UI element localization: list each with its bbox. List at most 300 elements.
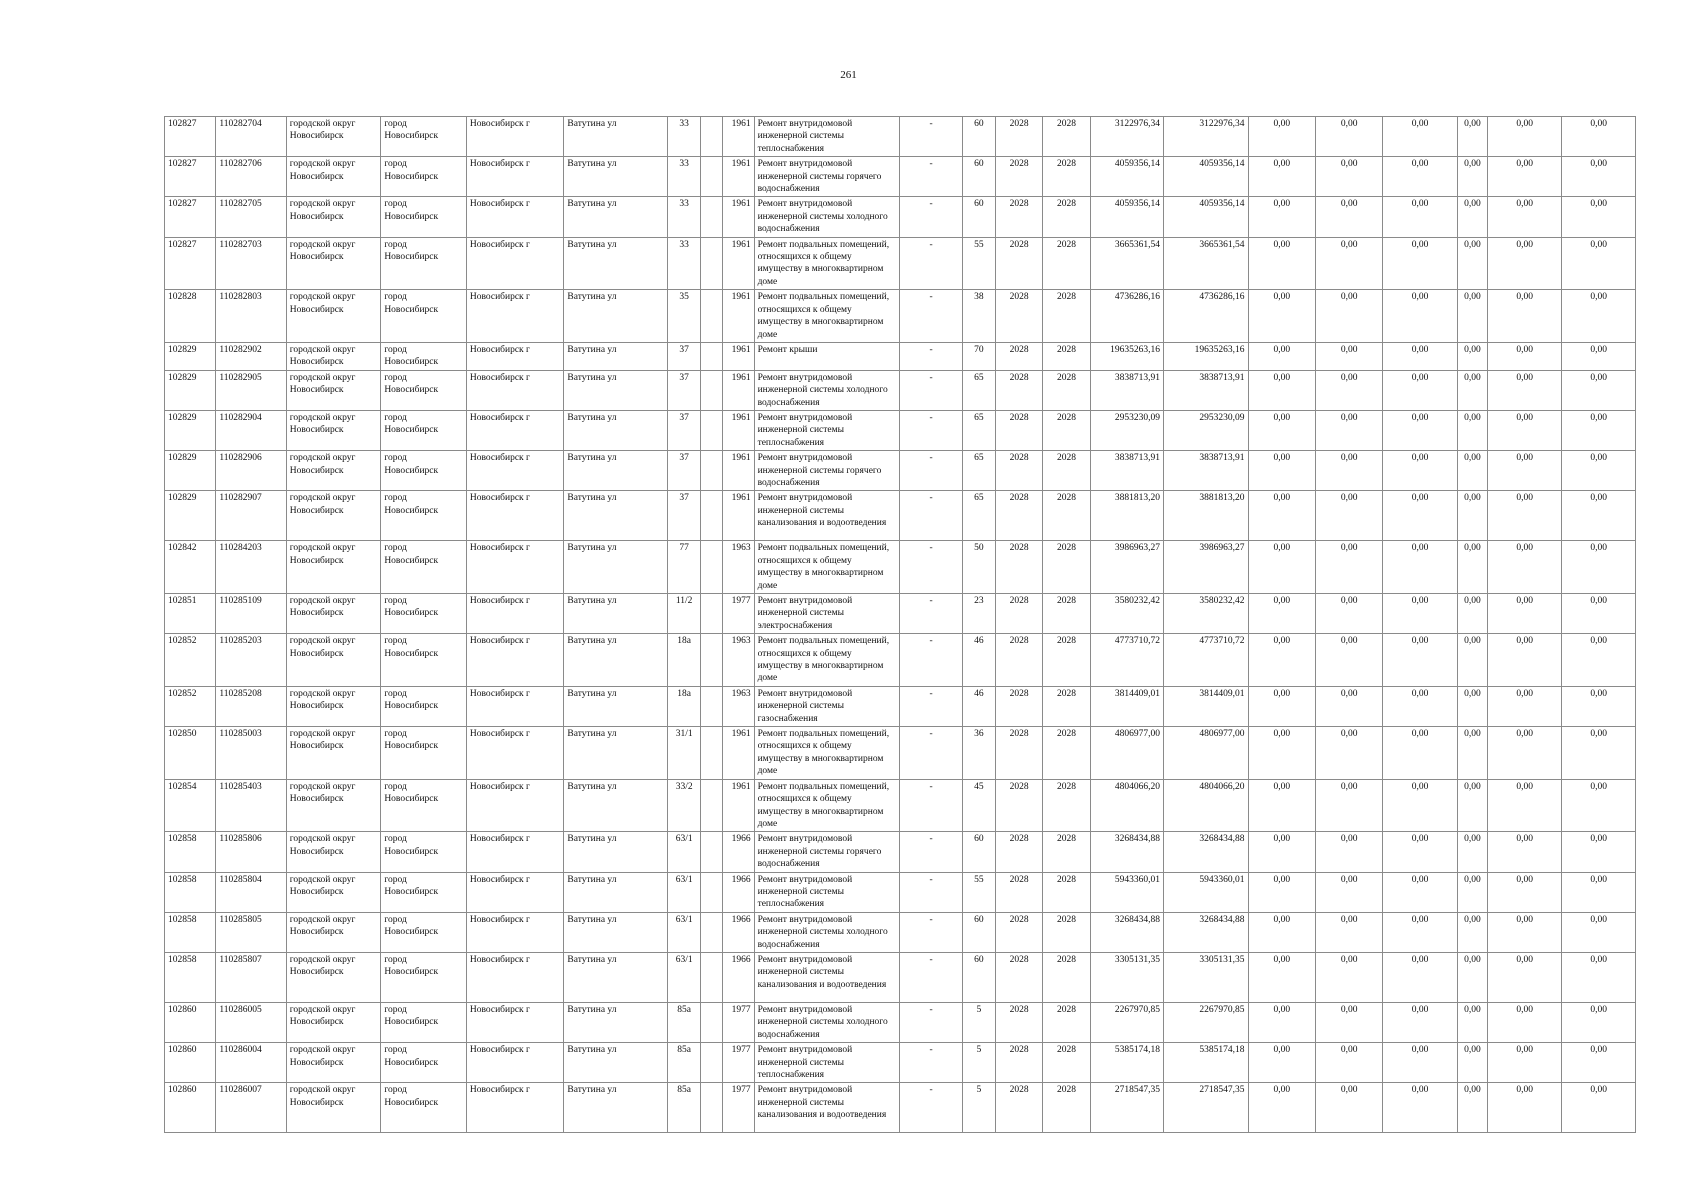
cell-year-start: 2028	[996, 634, 1043, 687]
cell-code: 110286004	[216, 1043, 286, 1083]
cell-dash: -	[900, 197, 962, 237]
cell-gorod: город Новосибирск	[381, 872, 467, 912]
cell-dash: -	[900, 410, 962, 450]
cell-gorod: город Новосибирск	[381, 832, 467, 872]
cell-cost-regional: 0,00	[1315, 541, 1382, 594]
cell-dash: -	[900, 157, 962, 197]
cell-locality: Новосибирск г	[466, 1002, 564, 1042]
cell-code: 110285208	[216, 686, 286, 726]
cell-dash: -	[900, 491, 962, 541]
cell-cost-other: 0,00	[1487, 952, 1561, 1002]
cell-year-end: 2028	[1043, 634, 1090, 687]
cell-wear: 50	[962, 541, 995, 594]
cell-cost-total: 3838713,91	[1090, 370, 1163, 410]
cell-cost-other: 0,00	[1487, 1002, 1561, 1042]
cell-cost-fund: 3986963,27	[1164, 541, 1249, 594]
cell-wear: 65	[962, 491, 995, 541]
cell-dash: -	[900, 451, 962, 491]
cell-gorod: город Новосибирск	[381, 1083, 467, 1133]
cell-okrug: городской округ Новосибирск	[286, 491, 381, 541]
cell-dash: -	[900, 952, 962, 1002]
cell-cost-owners: 0,00	[1457, 1043, 1487, 1083]
cell-cost-federal: 0,00	[1248, 872, 1315, 912]
cell-street: Ватутина ул	[564, 912, 668, 952]
cell-house: 37	[668, 410, 701, 450]
table-row	[165, 952, 1636, 1002]
cell-year: 1961	[723, 117, 754, 157]
cell-code: 110285109	[216, 594, 286, 634]
cell-year: 1966	[723, 832, 754, 872]
cell-id: 102829	[165, 491, 216, 541]
cell-cost-extra: 0,00	[1562, 1083, 1636, 1133]
cell-dash: -	[900, 594, 962, 634]
cell-gorod: город Новосибирск	[381, 410, 467, 450]
cell-year-end: 2028	[1043, 872, 1090, 912]
cell-work-type: Ремонт внутридомовой инженерной системы канализования и водоотведения	[754, 491, 900, 541]
cell-work-type: Ремонт внутридомовой инженерной системы горячего водоснабжения	[754, 157, 900, 197]
cell-wear: 23	[962, 594, 995, 634]
cell-house: 37	[668, 370, 701, 410]
cell-locality: Новосибирск г	[466, 342, 564, 370]
cell-year: 1966	[723, 872, 754, 912]
cell-cost-federal: 0,00	[1248, 342, 1315, 370]
cell-house: 18а	[668, 686, 701, 726]
cell-house: 18а	[668, 634, 701, 687]
cell-cost-total: 2953230,09	[1090, 410, 1163, 450]
cell-year-end: 2028	[1043, 1043, 1090, 1083]
cell-id: 102858	[165, 872, 216, 912]
cell-cost-local: 0,00	[1383, 342, 1457, 370]
cell-wear: 60	[962, 117, 995, 157]
cell-year-end: 2028	[1043, 686, 1090, 726]
cell-cost-federal: 0,00	[1248, 594, 1315, 634]
cell-house: 35	[668, 290, 701, 343]
cell-id: 102860	[165, 1043, 216, 1083]
cell-locality: Новосибирск г	[466, 952, 564, 1002]
cell-cost-total: 2267970,85	[1090, 1002, 1163, 1042]
cell-okrug: городской округ Новосибирск	[286, 157, 381, 197]
cell-cost-extra: 0,00	[1562, 117, 1636, 157]
cell-wear: 60	[962, 157, 995, 197]
cell-wear: 60	[962, 832, 995, 872]
cell-letter	[701, 1002, 723, 1042]
cell-work-type: Ремонт внутридомовой инженерной системы холодного водоснабжения	[754, 1002, 900, 1042]
cell-year-start: 2028	[996, 912, 1043, 952]
cell-cost-extra: 0,00	[1562, 1002, 1636, 1042]
cell-dash: -	[900, 1002, 962, 1042]
cell-wear: 65	[962, 451, 995, 491]
cell-cost-federal: 0,00	[1248, 634, 1315, 687]
cell-cost-regional: 0,00	[1315, 1043, 1382, 1083]
cell-cost-fund: 2718547,35	[1164, 1083, 1249, 1133]
cell-id: 102860	[165, 1002, 216, 1042]
cell-street: Ватутина ул	[564, 290, 668, 343]
cell-letter	[701, 634, 723, 687]
cell-house: 85а	[668, 1002, 701, 1042]
cell-cost-regional: 0,00	[1315, 594, 1382, 634]
cell-locality: Новосибирск г	[466, 541, 564, 594]
cell-id: 102852	[165, 686, 216, 726]
cell-cost-regional: 0,00	[1315, 157, 1382, 197]
cell-id: 102827	[165, 237, 216, 290]
cell-okrug: городской округ Новосибирск	[286, 342, 381, 370]
cell-code: 110282902	[216, 342, 286, 370]
cell-wear: 38	[962, 290, 995, 343]
cell-wear: 45	[962, 779, 995, 832]
cell-code: 110282906	[216, 451, 286, 491]
cell-wear: 70	[962, 342, 995, 370]
cell-cost-owners: 0,00	[1457, 1002, 1487, 1042]
cell-cost-local: 0,00	[1383, 727, 1457, 780]
cell-gorod: город Новосибирск	[381, 290, 467, 343]
cell-cost-local: 0,00	[1383, 1043, 1457, 1083]
page-number: 261	[840, 69, 857, 81]
cell-wear: 46	[962, 686, 995, 726]
cell-wear: 36	[962, 727, 995, 780]
cell-cost-total: 3881813,20	[1090, 491, 1163, 541]
cell-id: 102858	[165, 952, 216, 1002]
cell-cost-local: 0,00	[1383, 1083, 1457, 1133]
cell-gorod: город Новосибирск	[381, 779, 467, 832]
cell-cost-federal: 0,00	[1248, 727, 1315, 780]
cell-year: 1963	[723, 541, 754, 594]
cell-work-type: Ремонт внутридомовой инженерной системы холодного водоснабжения	[754, 197, 900, 237]
table-row	[165, 451, 1636, 491]
cell-work-type: Ремонт внутридомовой инженерной системы теплоснабжения	[754, 117, 900, 157]
cell-dash: -	[900, 912, 962, 952]
cell-dash: -	[900, 342, 962, 370]
cell-cost-extra: 0,00	[1562, 342, 1636, 370]
cell-cost-owners: 0,00	[1457, 912, 1487, 952]
cell-cost-regional: 0,00	[1315, 912, 1382, 952]
cell-cost-federal: 0,00	[1248, 1083, 1315, 1133]
cell-cost-owners: 0,00	[1457, 594, 1487, 634]
table-row	[165, 634, 1636, 687]
cell-street: Ватутина ул	[564, 451, 668, 491]
cell-cost-other: 0,00	[1487, 541, 1561, 594]
cell-year-start: 2028	[996, 410, 1043, 450]
cell-cost-total: 3665361,54	[1090, 237, 1163, 290]
cell-cost-regional: 0,00	[1315, 410, 1382, 450]
cell-cost-federal: 0,00	[1248, 117, 1315, 157]
cell-locality: Новосибирск г	[466, 686, 564, 726]
cell-street: Ватутина ул	[564, 370, 668, 410]
cell-house: 63/1	[668, 832, 701, 872]
cell-cost-regional: 0,00	[1315, 634, 1382, 687]
cell-house: 63/1	[668, 912, 701, 952]
cell-house: 37	[668, 491, 701, 541]
cell-letter	[701, 491, 723, 541]
cell-year-end: 2028	[1043, 157, 1090, 197]
cell-letter	[701, 832, 723, 872]
cell-year: 1961	[723, 290, 754, 343]
cell-cost-federal: 0,00	[1248, 1043, 1315, 1083]
table-row	[165, 410, 1636, 450]
cell-okrug: городской округ Новосибирск	[286, 779, 381, 832]
cell-okrug: городской округ Новосибирск	[286, 872, 381, 912]
cell-gorod: город Новосибирск	[381, 370, 467, 410]
cell-id: 102827	[165, 117, 216, 157]
cell-year: 1961	[723, 370, 754, 410]
cell-letter	[701, 157, 723, 197]
cell-letter	[701, 197, 723, 237]
cell-code: 110285807	[216, 952, 286, 1002]
cell-work-type: Ремонт внутридомовой инженерной системы горячего водоснабжения	[754, 451, 900, 491]
cell-cost-total: 5943360,01	[1090, 872, 1163, 912]
cell-street: Ватутина ул	[564, 1083, 668, 1133]
cell-work-type: Ремонт внутридомовой инженерной системы теплоснабжения	[754, 1043, 900, 1083]
cell-cost-local: 0,00	[1383, 832, 1457, 872]
cell-cost-total: 3986963,27	[1090, 541, 1163, 594]
cell-year-start: 2028	[996, 872, 1043, 912]
cell-work-type: Ремонт внутридомовой инженерной системы холодного водоснабжения	[754, 912, 900, 952]
cell-locality: Новосибирск г	[466, 1043, 564, 1083]
cell-letter	[701, 451, 723, 491]
cell-work-type: Ремонт подвальных помещений, относящихся к общему имуществу в многоквартирном доме	[754, 779, 900, 832]
cell-year-end: 2028	[1043, 451, 1090, 491]
cell-street: Ватутина ул	[564, 872, 668, 912]
cell-gorod: город Новосибирск	[381, 541, 467, 594]
cell-street: Ватутина ул	[564, 197, 668, 237]
cell-letter	[701, 952, 723, 1002]
cell-cost-owners: 0,00	[1457, 832, 1487, 872]
cell-house: 33	[668, 197, 701, 237]
cell-cost-fund: 4059356,14	[1164, 197, 1249, 237]
cell-letter	[701, 541, 723, 594]
cell-year-start: 2028	[996, 727, 1043, 780]
cell-cost-federal: 0,00	[1248, 157, 1315, 197]
cell-cost-total: 3814409,01	[1090, 686, 1163, 726]
cell-cost-regional: 0,00	[1315, 872, 1382, 912]
cell-code: 110285003	[216, 727, 286, 780]
cell-cost-fund: 3268434,88	[1164, 912, 1249, 952]
cell-cost-local: 0,00	[1383, 197, 1457, 237]
cell-cost-regional: 0,00	[1315, 727, 1382, 780]
cell-year-end: 2028	[1043, 197, 1090, 237]
cell-year-start: 2028	[996, 952, 1043, 1002]
cell-street: Ватутина ул	[564, 727, 668, 780]
cell-gorod: город Новосибирск	[381, 1043, 467, 1083]
cell-id: 102858	[165, 832, 216, 872]
cell-okrug: городской округ Новосибирск	[286, 727, 381, 780]
cell-year: 1961	[723, 727, 754, 780]
cell-locality: Новосибирск г	[466, 832, 564, 872]
cell-street: Ватутина ул	[564, 342, 668, 370]
cell-letter	[701, 410, 723, 450]
cell-cost-federal: 0,00	[1248, 541, 1315, 594]
cell-locality: Новосибирск г	[466, 157, 564, 197]
cell-cost-federal: 0,00	[1248, 451, 1315, 491]
cell-id: 102829	[165, 410, 216, 450]
cell-wear: 65	[962, 410, 995, 450]
cell-cost-total: 4773710,72	[1090, 634, 1163, 687]
cell-work-type: Ремонт внутридомовой инженерной системы газоснабжения	[754, 686, 900, 726]
table-row	[165, 594, 1636, 634]
cell-year: 1966	[723, 952, 754, 1002]
cell-okrug: городской округ Новосибирск	[286, 370, 381, 410]
cell-cost-owners: 0,00	[1457, 117, 1487, 157]
cell-cost-fund: 3838713,91	[1164, 451, 1249, 491]
cell-cost-fund: 19635263,16	[1164, 342, 1249, 370]
cell-cost-fund: 4773710,72	[1164, 634, 1249, 687]
cell-cost-regional: 0,00	[1315, 832, 1382, 872]
cell-code: 110282703	[216, 237, 286, 290]
cell-dash: -	[900, 1083, 962, 1133]
cell-house: 85а	[668, 1043, 701, 1083]
cell-code: 110286005	[216, 1002, 286, 1042]
cell-code: 110285806	[216, 832, 286, 872]
cell-cost-total: 2718547,35	[1090, 1083, 1163, 1133]
cell-cost-total: 3838713,91	[1090, 451, 1163, 491]
cell-letter	[701, 727, 723, 780]
table-row	[165, 912, 1636, 952]
cell-year-start: 2028	[996, 1002, 1043, 1042]
cell-cost-regional: 0,00	[1315, 197, 1382, 237]
cell-street: Ватутина ул	[564, 1043, 668, 1083]
cell-gorod: город Новосибирск	[381, 686, 467, 726]
cell-house: 63/1	[668, 872, 701, 912]
cell-cost-total: 3268434,88	[1090, 912, 1163, 952]
cell-cost-extra: 0,00	[1562, 1043, 1636, 1083]
cell-cost-local: 0,00	[1383, 594, 1457, 634]
cell-cost-other: 0,00	[1487, 237, 1561, 290]
cell-year-start: 2028	[996, 342, 1043, 370]
table-row	[165, 872, 1636, 912]
cell-house: 31/1	[668, 727, 701, 780]
table-row	[165, 290, 1636, 343]
cell-year-end: 2028	[1043, 370, 1090, 410]
cell-cost-fund: 3881813,20	[1164, 491, 1249, 541]
cell-gorod: город Новосибирск	[381, 912, 467, 952]
cell-cost-regional: 0,00	[1315, 779, 1382, 832]
cell-code: 110282803	[216, 290, 286, 343]
cell-gorod: город Новосибирск	[381, 1002, 467, 1042]
cell-year: 1977	[723, 594, 754, 634]
cell-gorod: город Новосибирск	[381, 491, 467, 541]
cell-year-start: 2028	[996, 594, 1043, 634]
cell-letter	[701, 237, 723, 290]
cell-cost-federal: 0,00	[1248, 290, 1315, 343]
cell-cost-owners: 0,00	[1457, 952, 1487, 1002]
cell-cost-federal: 0,00	[1248, 832, 1315, 872]
cell-cost-total: 4059356,14	[1090, 157, 1163, 197]
cell-cost-extra: 0,00	[1562, 541, 1636, 594]
cell-cost-local: 0,00	[1383, 491, 1457, 541]
cell-wear: 60	[962, 952, 995, 1002]
cell-work-type: Ремонт подвальных помещений, относящихся к общему имуществу в многоквартирном доме	[754, 290, 900, 343]
cell-cost-owners: 0,00	[1457, 451, 1487, 491]
cell-cost-extra: 0,00	[1562, 952, 1636, 1002]
cell-work-type: Ремонт подвальных помещений, относящихся к общему имуществу в многоквартирном доме	[754, 634, 900, 687]
cell-year-start: 2028	[996, 832, 1043, 872]
cell-code: 110284203	[216, 541, 286, 594]
cell-wear: 60	[962, 912, 995, 952]
cell-cost-federal: 0,00	[1248, 1002, 1315, 1042]
cell-work-type: Ремонт внутридомовой инженерной системы электроснабжения	[754, 594, 900, 634]
cell-year: 1966	[723, 912, 754, 952]
cell-cost-extra: 0,00	[1562, 197, 1636, 237]
cell-cost-other: 0,00	[1487, 634, 1561, 687]
cell-house: 33	[668, 157, 701, 197]
cell-cost-local: 0,00	[1383, 290, 1457, 343]
cell-dash: -	[900, 872, 962, 912]
cell-house: 63/1	[668, 952, 701, 1002]
cell-cost-owners: 0,00	[1457, 779, 1487, 832]
cell-cost-fund: 3305131,35	[1164, 952, 1249, 1002]
cell-year-end: 2028	[1043, 1002, 1090, 1042]
cell-letter	[701, 594, 723, 634]
cell-locality: Новосибирск г	[466, 727, 564, 780]
cell-cost-extra: 0,00	[1562, 634, 1636, 687]
cell-code: 110285804	[216, 872, 286, 912]
table-row	[165, 157, 1636, 197]
cell-year: 1961	[723, 157, 754, 197]
table-row	[165, 541, 1636, 594]
cell-cost-fund: 4804066,20	[1164, 779, 1249, 832]
cell-cost-federal: 0,00	[1248, 912, 1315, 952]
cell-okrug: городской округ Новосибирск	[286, 634, 381, 687]
cell-year-end: 2028	[1043, 117, 1090, 157]
cell-okrug: городской округ Новосибирск	[286, 117, 381, 157]
cell-work-type: Ремонт внутридомовой инженерной системы холодного водоснабжения	[754, 370, 900, 410]
cell-dash: -	[900, 634, 962, 687]
cell-okrug: городской округ Новосибирск	[286, 237, 381, 290]
cell-year-end: 2028	[1043, 541, 1090, 594]
cell-street: Ватутина ул	[564, 832, 668, 872]
cell-okrug: городской округ Новосибирск	[286, 290, 381, 343]
cell-year: 1963	[723, 634, 754, 687]
cell-cost-other: 0,00	[1487, 157, 1561, 197]
cell-locality: Новосибирск г	[466, 779, 564, 832]
cell-gorod: город Новосибирск	[381, 634, 467, 687]
cell-cost-extra: 0,00	[1562, 872, 1636, 912]
cell-work-type: Ремонт внутридомовой инженерной системы горячего водоснабжения	[754, 832, 900, 872]
cell-id: 102829	[165, 451, 216, 491]
cell-year-start: 2028	[996, 157, 1043, 197]
cell-wear: 5	[962, 1002, 995, 1042]
cell-year-start: 2028	[996, 290, 1043, 343]
cell-cost-owners: 0,00	[1457, 686, 1487, 726]
table-row	[165, 779, 1636, 832]
cell-wear: 60	[962, 197, 995, 237]
cell-cost-regional: 0,00	[1315, 117, 1382, 157]
cell-locality: Новосибирск г	[466, 451, 564, 491]
cell-cost-other: 0,00	[1487, 290, 1561, 343]
cell-code: 110282904	[216, 410, 286, 450]
table-row	[165, 237, 1636, 290]
cell-cost-owners: 0,00	[1457, 634, 1487, 687]
cell-okrug: городской округ Новосибирск	[286, 1002, 381, 1042]
cell-cost-extra: 0,00	[1562, 594, 1636, 634]
cell-dash: -	[900, 1043, 962, 1083]
cell-year: 1961	[723, 779, 754, 832]
cell-cost-regional: 0,00	[1315, 370, 1382, 410]
cell-cost-extra: 0,00	[1562, 727, 1636, 780]
cell-work-type: Ремонт подвальных помещений, относящихся к общему имуществу в многоквартирном доме	[754, 541, 900, 594]
cell-gorod: город Новосибирск	[381, 952, 467, 1002]
cell-cost-other: 0,00	[1487, 872, 1561, 912]
cell-cost-other: 0,00	[1487, 451, 1561, 491]
cell-street: Ватутина ул	[564, 594, 668, 634]
cell-cost-local: 0,00	[1383, 157, 1457, 197]
table-row	[165, 491, 1636, 541]
cell-okrug: городской округ Новосибирск	[286, 541, 381, 594]
cell-code: 110282704	[216, 117, 286, 157]
cell-cost-regional: 0,00	[1315, 290, 1382, 343]
cell-cost-extra: 0,00	[1562, 410, 1636, 450]
cell-gorod: город Новосибирск	[381, 342, 467, 370]
cell-cost-federal: 0,00	[1248, 410, 1315, 450]
